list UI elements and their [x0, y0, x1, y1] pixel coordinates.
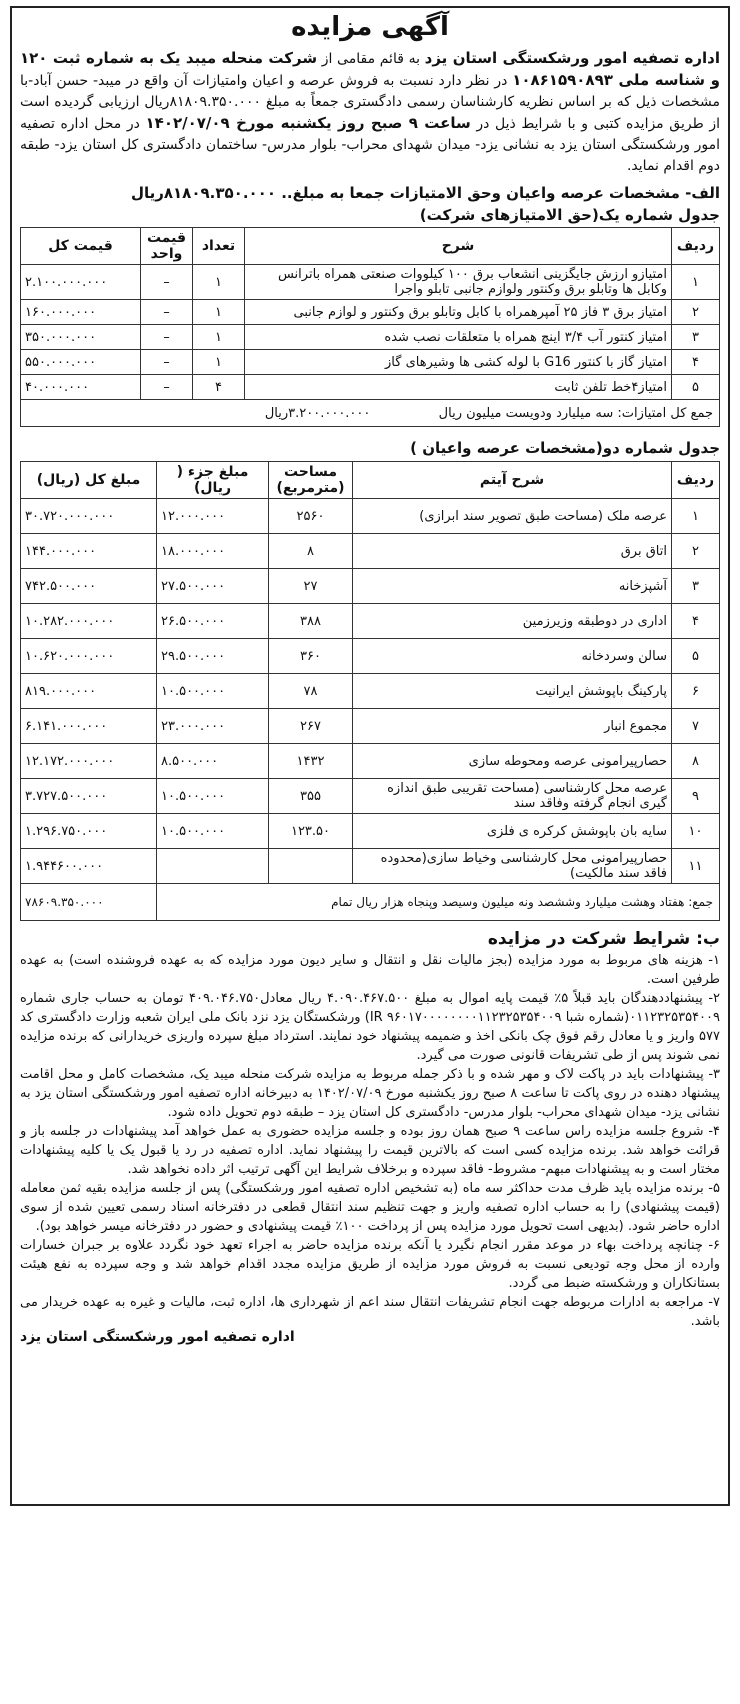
row-area: ۳۶۰ — [269, 639, 353, 674]
announcement-page — [10, 6, 730, 1506]
row-unit-price: – — [141, 265, 193, 300]
row-description: امتیاز برق ۳ فاز ۲۵ آمپرهمراه با کابل وتابلو برق وکنتور و لوازم جانبی — [245, 300, 672, 325]
intro-text-3: در محل اداره تصفیه امور ورشکستگی استان یزد به نشانی یزد- میدان شهدای محراب- بلوار مدرس- ساختمان دادگستری کل استان یزد- طبقه دوم اقدام نماید. — [20, 116, 720, 174]
auction-time: ساعت ۹ صبح روز یکشنبه مورخ ۱۴۰۲/۰۷/۰۹ — [145, 114, 471, 132]
row-unit-price: ۲۶.۵۰۰.۰۰۰ — [157, 604, 269, 639]
col-header: قیمت واحد — [141, 228, 193, 265]
row-number: ۸ — [672, 744, 720, 779]
row-area: ۸ — [269, 534, 353, 569]
table2-row — [21, 569, 720, 604]
row-description: امتیاز گاز با کنتور G16 با لوله کشی ها وشیرهای گاز — [245, 350, 672, 375]
table2-row — [21, 709, 720, 744]
row-description: امتیاز۴خط تلفن ثابت — [245, 375, 672, 400]
table1-total-value: ۳.۲۰۰.۰۰۰.۰۰۰ریال — [264, 405, 371, 421]
row-number: ۲ — [672, 534, 720, 569]
table2-row — [21, 814, 720, 849]
row-quantity: ۱ — [193, 350, 245, 375]
row-unit-price: ۱۲.۰۰۰.۰۰۰ — [157, 499, 269, 534]
row-number: ۴ — [672, 604, 720, 639]
row-unit-price: ۱۰.۵۰۰.۰۰۰ — [157, 674, 269, 709]
row-description: اداری در دوطبقه وزیرزمین — [353, 604, 672, 639]
company-name: شرکت منحله میبد یک به شماره ثبت ۱۲۰ و شناسه ملی ۱۰۸۶۱۵۹۰۸۹۳ — [20, 49, 720, 89]
table2-row — [21, 779, 720, 814]
table2-row — [21, 499, 720, 534]
row-area — [269, 849, 353, 884]
row-total-price: ۵۵۰.۰۰۰.۰۰۰ — [21, 350, 141, 375]
row-number: ۱۱ — [672, 849, 720, 884]
row-total-price: ۲.۱۰۰.۰۰۰.۰۰۰ — [21, 265, 141, 300]
row-total-price: ۱.۹۴۴۶۰۰.۰۰۰ — [21, 849, 157, 884]
section-a-title: الف- مشخصات عرصه واعیان وحق الامتیازات جمعا به مبلغ.. ۸۱۸۰۹.۳۵۰.۰۰۰ریال — [130, 184, 720, 202]
table2-row — [21, 744, 720, 779]
row-total-price: ۴۰.۰۰۰.۰۰۰ — [21, 375, 141, 400]
col-header: ردیف — [672, 462, 720, 499]
row-area: ۲۷ — [269, 569, 353, 604]
table2-total-value: ۷۸۶۰۹.۳۵۰.۰۰۰ — [21, 884, 157, 921]
row-unit-price: ۲۷.۵۰۰.۰۰۰ — [157, 569, 269, 604]
table1-row — [21, 325, 720, 350]
row-description: امتیاز کنتور آب ۳/۴ اینچ همراه با متعلقات نصب شده — [245, 325, 672, 350]
row-quantity: ۴ — [193, 375, 245, 400]
row-number: ۵ — [672, 375, 720, 400]
col-header: تعداد — [193, 228, 245, 265]
row-total-price: ۱۴۴.۰۰۰.۰۰۰ — [21, 534, 157, 569]
row-description: عرصه محل کارشناسی (مساحت تقریبی طبق اندازه گیری انجام گرفته وفاقد سند — [353, 779, 672, 814]
table2-row — [21, 639, 720, 674]
row-total-price: ۱۶۰.۰۰۰.۰۰۰ — [21, 300, 141, 325]
row-total-price: ۳۵۰.۰۰۰.۰۰۰ — [21, 325, 141, 350]
row-number: ۵ — [672, 639, 720, 674]
row-total-price: ۱.۲۹۶.۷۵۰.۰۰۰ — [21, 814, 157, 849]
row-area: ۳۵۵ — [269, 779, 353, 814]
row-unit-price: ۱۸.۰۰۰.۰۰۰ — [157, 534, 269, 569]
row-total-price: ۷۴۲.۵۰۰.۰۰۰ — [21, 569, 157, 604]
row-number: ۷ — [672, 709, 720, 744]
condition-item: ۱- هزینه های مربوط به مورد مزایده (بجز مالیات نقل و انتقال و سایر دیون مورد مزایده که به عهده فروشنده است) به عهده طرفین است. — [20, 953, 720, 987]
col-header: قیمت کل — [21, 228, 141, 265]
table1-title: جدول شماره یک(حق الامتیازهای شرکت) — [419, 206, 720, 224]
col-header: شرح — [245, 228, 672, 265]
row-quantity: ۱ — [193, 325, 245, 350]
row-total-price: ۱۲.۱۷۲.۰۰۰.۰۰۰ — [21, 744, 157, 779]
condition-item: ۳- پیشنهادات باید در پاکت لاک و مهر شده و با ذکر جمله مربوط به مزایده شرکت منحله میبد یک، مشخصات کامل و محل اقامت پیشنهاد دهنده در روی پاکت تا ساعت ۸ صبح روز یکشنبه مورخ ۱۴۰۲/۰۷/۰۹ به دبیرخانه اداره تصفیه امور ورشکستگی استان یزد به نشانی یزد- میدان شهدای محراب- بلوار مدرس- دادگستری کل استان یزد – طبقه دوم تحویل داده شود. — [20, 1067, 720, 1120]
signature: اداره تصفیه امور ورشکستگی استان یزد — [20, 1329, 295, 1345]
table1-header-row — [21, 228, 720, 265]
row-quantity: ۱ — [193, 265, 245, 300]
row-area: ۷۸ — [269, 674, 353, 709]
table2-row — [21, 674, 720, 709]
conditions-title: ب: شرایط شرکت در مزایده — [487, 929, 720, 949]
row-total-price: ۱۰.۲۸۲.۰۰۰.۰۰۰ — [21, 604, 157, 639]
condition-item: ۵- برنده مزایده باید ظرف مدت حداکثر سه ماه (به تشخیص اداره تصفیه امور ورشکستگی) پس از جلسه مزایده بقیه ثمن معامله (قیمت پیشنهادی) را به حساب اداره تصفیه واریز و جهت تنظیم سند انتقال قطعی در دفترخانه اسناد رسمی تعیین شده از سوی اداره حاضر شود. (بدیهی است تحویل مورد مزایده پس از پرداخت ۱۰۰٪ قیمت پیشنهادی و حضور در دفترخانه میسر خواهد بود). — [20, 1181, 720, 1234]
row-unit-price: – — [141, 375, 193, 400]
row-total-price: ۳۰.۷۲۰.۰۰۰.۰۰۰ — [21, 499, 157, 534]
intro-text-1: به قائم مقامی از — [317, 51, 425, 67]
row-description: آشپزخانه — [353, 569, 672, 604]
table2-total-text: جمع: هفتاد وهشت میلیارد وششصد ونه میلیون وسیصد وپنجاه هزار ریال تمام — [157, 884, 720, 921]
table2-row — [21, 534, 720, 569]
row-unit-price: ۱۰.۵۰۰.۰۰۰ — [157, 814, 269, 849]
row-quantity: ۱ — [193, 300, 245, 325]
table1-row — [21, 350, 720, 375]
row-total-price: ۸۱۹.۰۰۰.۰۰۰ — [21, 674, 157, 709]
row-number: ۱ — [672, 499, 720, 534]
col-header: شرح آیتم — [353, 462, 672, 499]
col-header: ردیف — [672, 228, 720, 265]
row-number: ۱۰ — [672, 814, 720, 849]
row-area: ۲۶۷ — [269, 709, 353, 744]
row-number: ۱ — [672, 265, 720, 300]
row-unit-price: ۸.۵۰۰.۰۰۰ — [157, 744, 269, 779]
table2-row — [21, 849, 720, 884]
row-description: سالن وسردخانه — [353, 639, 672, 674]
intro-text-2: در نظر دارد نسبت به فروش عرصه و اعیان وامتیازات آن واقع در میبد- حسن آباد-با مشخصات ذیل که بر اساس نظریه کارشناسان رسمی دادگستری جمعاً به مبلغ ۸۱۸۰۹.۳۵۰.۰۰۰ریال ارزیابی گردیده است از طریق مزایده کتبی و با شرایط ذیل در — [20, 73, 721, 132]
row-unit-price: ۲۹.۵۰۰.۰۰۰ — [157, 639, 269, 674]
row-description: امتیازو ارزش جایگزینی انشعاب برق ۱۰۰ کیلووات صنعتی همراه باترانس وکابل ها وتابلو برق وکنتور ولوازم جانبی تابلو واجرا — [245, 265, 672, 300]
row-description: حصارپیرامونی عرصه ومحوطه سازی — [353, 744, 672, 779]
table-privileges — [20, 227, 720, 427]
row-unit-price: – — [141, 325, 193, 350]
row-number: ۲ — [672, 300, 720, 325]
row-area: ۲۵۶۰ — [269, 499, 353, 534]
intro-paragraph — [20, 48, 720, 177]
page-title: آگهی مزایده — [291, 12, 449, 42]
condition-item: ۷- مراجعه به ادارات مربوطه جهت انجام تشریفات انتقال سند اعم از شهرداری ها، اداره ثبت، مالیات و غیره به عهده خریدار می باشد. — [20, 1295, 720, 1329]
row-total-price: ۳.۷۲۷.۵۰۰.۰۰۰ — [21, 779, 157, 814]
row-number: ۶ — [672, 674, 720, 709]
condition-item: ۶- چنانچه پرداخت بهاء در موعد مقرر انجام نگیرد یا آنکه برنده مزایده حاضر به اجراء تعهد خود نگردد علاوه بر جبران خسارات وارده از محل وجه تودیعی نسبت به فروش مورد مزایده از طریق مزایده مجدد اقدام خواهد شد و وجه سپرده به نفع هیئت بستانکاران و ورشکسته ضبط می گردد. — [20, 1238, 720, 1291]
row-unit-price: ۱۰.۵۰۰.۰۰۰ — [157, 779, 269, 814]
row-area: ۱۲۳.۵۰ — [269, 814, 353, 849]
table1-total-text: جمع کل امتیازات: سه میلیارد ودویست میلیون ریال — [438, 405, 713, 421]
table1-total-row — [21, 400, 720, 427]
col-header: مبلغ کل (ریال) — [21, 462, 157, 499]
row-number: ۴ — [672, 350, 720, 375]
table1-row — [21, 300, 720, 325]
row-number: ۳ — [672, 325, 720, 350]
row-description: اتاق برق — [353, 534, 672, 569]
table1-row — [21, 265, 720, 300]
row-area: ۳۸۸ — [269, 604, 353, 639]
table2-header-row — [21, 462, 720, 499]
row-number: ۳ — [672, 569, 720, 604]
col-header: مساحت (مترمربع) — [269, 462, 353, 499]
table2-title: جدول شماره دو(مشخصات عرصه واعیان ) — [410, 439, 720, 457]
row-description: مجموع انبار — [353, 709, 672, 744]
row-area: ۱۴۳۲ — [269, 744, 353, 779]
row-unit-price: – — [141, 350, 193, 375]
row-total-price: ۶.۱۴۱.۰۰۰.۰۰۰ — [21, 709, 157, 744]
table1-row — [21, 375, 720, 400]
row-total-price: ۱۰.۶۲۰.۰۰۰.۰۰۰ — [21, 639, 157, 674]
row-description: سایه بان باپوشش کرکره ی فلزی — [353, 814, 672, 849]
table2-total-row — [21, 884, 720, 921]
row-unit-price: – — [141, 300, 193, 325]
row-unit-price — [157, 849, 269, 884]
row-number: ۹ — [672, 779, 720, 814]
row-description: پارکینگ باپوشش ایرانیت — [353, 674, 672, 709]
organization-name: اداره تصفیه امور ورشکستگی استان یزد — [424, 49, 720, 67]
row-description: حصارپیرامونی محل کارشناسی وخیاط سازی(محدوده فاقد سند مالکیت) — [353, 849, 672, 884]
condition-item: ۴- شروع جلسه مزایده راس ساعت ۹ صبح همان روز بوده و جلسه مزایده حضوری به عمل خواهد آمد پیشنهادات در جلسه باز و قرائت خواهد شد. برنده مزایده کسی است که بالاترین قیمت را پیشنهاد نماید. اداره تصفیه در رد یا قبول یک یا کلیه پیشنهادات مختار است و به پیشنهادات مبهم- مشروط- فاقد سپرده و برخلاف شرایط این آگهی ترتیب اثر داده نخواهد شد. — [20, 1124, 720, 1177]
table-land-buildings — [20, 461, 720, 921]
row-description: عرصه ملک (مساحت طبق تصویر سند ابرازی) — [353, 499, 672, 534]
table2-row — [21, 604, 720, 639]
condition-item: ۲- پیشنهاددهندگان باید قبلاً ۵٪ قیمت پایه اموال به مبلغ ۴.۰۹۰.۴۶۷.۵۰۰ ریال معادل۴۰۹.۰۴۶.۷۵۰ تومان به حساب جاری شماره ۰۱۱۲۳۲۵۳۵۴۰۰۹(شماره شبا IR ۹۶۰۱۷۰۰۰۰۰۰۰۰۱۱۲۳۲۵۳۵۴۰۰۹) ورشکستگان یزد نزد بانک ملی ایران شعبه وزارت دادگستری کد ۵۷۷ واریز و یا معادل رقم فوق چک بانکی اخذ و ضمیمه پیشنهاد خود نمایند. استرداد مبلغ سپرده واریزی خریدارانی که برنده مزایده نمی شوند پس از طی تشریفات قانونی صورت می گیرد. — [20, 991, 721, 1063]
row-unit-price: ۲۳.۰۰۰.۰۰۰ — [157, 709, 269, 744]
conditions-list — [20, 951, 720, 1331]
col-header: مبلغ جزء ( ریال) — [157, 462, 269, 499]
